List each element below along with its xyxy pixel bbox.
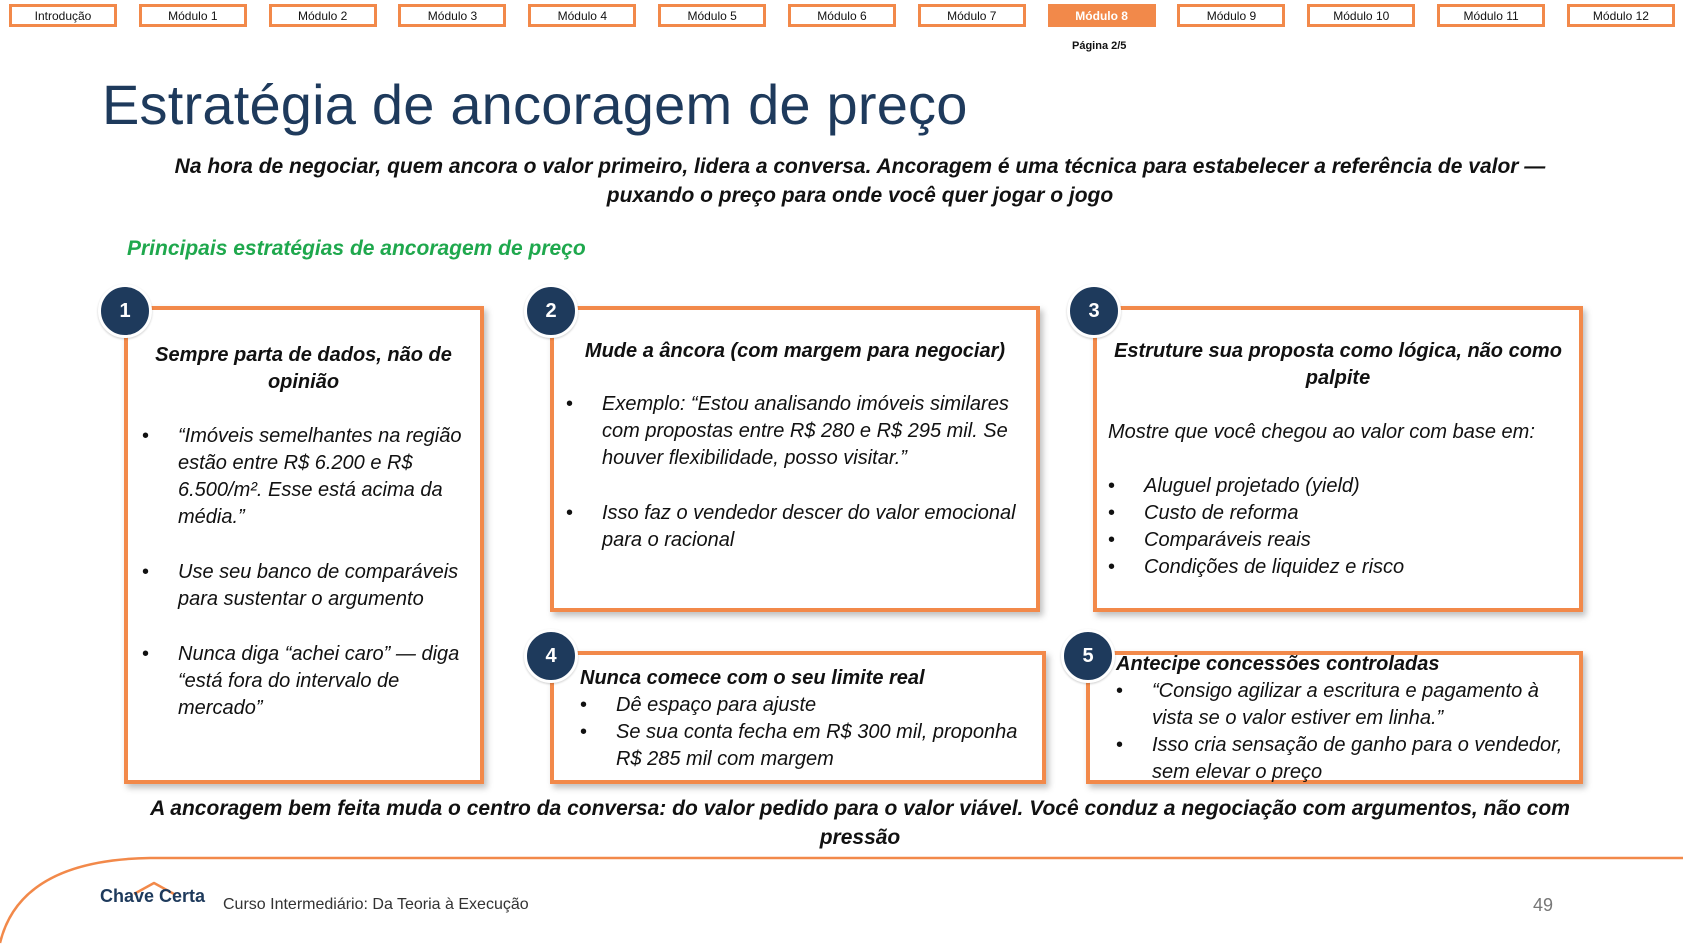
list-item: • Isso faz o vendedor descer do valor emocional para o racional — [566, 500, 1028, 554]
list-item: • Isso cria sensação de ganho para o vendedor, sem elevar o preço — [1116, 732, 1568, 786]
tab-modulo-8[interactable]: Módulo 8 — [1048, 4, 1156, 27]
card-5-title: Antecipe concessões controladas — [1116, 653, 1440, 675]
tab-modulo-6[interactable]: Módulo 6 — [788, 4, 896, 27]
card-3-list — [1108, 473, 1568, 581]
page-indicator: Página 2/5 — [1072, 40, 1127, 52]
tab-modulo-9[interactable]: Módulo 9 — [1177, 4, 1285, 27]
intro-text: Na hora de negociar, quem ancora o valor primeiro, lidera a conversa. Ancoragem é uma técnica para estabelecer a referência de valor — puxando o preço para onde você quer jogar o jogo — [174, 155, 1546, 207]
list-item: • Se sua conta fecha em R$ 300 mil, proponha R$ 285 mil com margem — [580, 719, 1020, 773]
tab-modulo-4[interactable]: Módulo 4 — [528, 4, 636, 27]
list-item: • Dê espaço para ajuste — [580, 692, 1020, 719]
card-2-title: Mude a âncora (com margem para negociar) — [584, 340, 1006, 362]
step-badge-3: 3 — [1067, 284, 1121, 338]
step-badge-1: 1 — [98, 284, 152, 338]
card-4-list — [580, 692, 1020, 773]
list-item: • Use seu banco de comparáveis para sustentar o argumento — [142, 559, 468, 613]
list-item: • Comparáveis reais — [1108, 527, 1568, 554]
tab-modulo-7[interactable]: Módulo 7 — [918, 4, 1026, 27]
tab-modulo-1[interactable]: Módulo 1 — [139, 4, 247, 27]
tab-modulo-12[interactable]: Módulo 12 — [1567, 4, 1675, 27]
list-item: • Nunca diga “achei caro” — diga “está fora do intervalo de mercado” — [142, 641, 468, 722]
card-1-list — [142, 423, 468, 722]
step-badge-2: 2 — [524, 284, 578, 338]
slide-title: Estratégia de ancoragem de preço — [102, 73, 968, 136]
section-subhead: Principais estratégias de ancoragem de preço — [127, 237, 586, 260]
step-badge-4: 4 — [524, 629, 578, 683]
card-4-title: Nunca comece com o seu limite real — [580, 667, 925, 689]
list-item: • Exemplo: “Estou analisando imóveis similares com propostas entre R$ 280 e R$ 295 mil. Se houver flexibilidade, posso visitar.” — [566, 391, 1028, 472]
logo: Chave Certa — [100, 886, 206, 906]
list-item: • “Imóveis semelhantes na região estão entre R$ 6.200 e R$ 6.500/m². Esse está acima da média.” — [142, 423, 468, 531]
list-item: • Condições de liquidez e risco — [1108, 554, 1568, 581]
tab-modulo-3[interactable]: Módulo 3 — [398, 4, 506, 27]
card-3-title: Estruture sua proposta como lógica, não como palpite — [1114, 340, 1562, 389]
tab-modulo-10[interactable]: Módulo 10 — [1307, 4, 1415, 27]
tab-introducao[interactable]: Introdução — [9, 4, 117, 27]
card-3-text: Mostre que você chegou ao valor com base em: — [1108, 421, 1535, 443]
list-item: • Aluguel projetado (yield) — [1108, 473, 1568, 500]
tab-modulo-11[interactable]: Módulo 11 — [1437, 4, 1545, 27]
course-name: Curso Intermediário: Da Teoria à Execução — [223, 896, 529, 913]
list-item: • Custo de reforma — [1108, 500, 1568, 527]
card-2-list — [566, 391, 1028, 554]
tab-modulo-5[interactable]: Módulo 5 — [658, 4, 766, 27]
page-number: 49 — [1533, 895, 1554, 915]
list-item: • “Consigo agilizar a escritura e pagamento à vista se o valor estiver em linha.” — [1116, 678, 1568, 732]
module-nav — [9, 4, 1675, 27]
tab-modulo-2[interactable]: Módulo 2 — [269, 4, 377, 27]
step-badge-5: 5 — [1061, 629, 1115, 683]
card-1-title: Sempre parta de dados, não de opinião — [155, 344, 452, 393]
card-5-list — [1116, 678, 1568, 786]
conclusion-text: A ancoragem bem feita muda o centro da conversa: do valor pedido para o valor viável. Você conduz a negociação com argumentos, não com pressão — [150, 797, 1570, 849]
